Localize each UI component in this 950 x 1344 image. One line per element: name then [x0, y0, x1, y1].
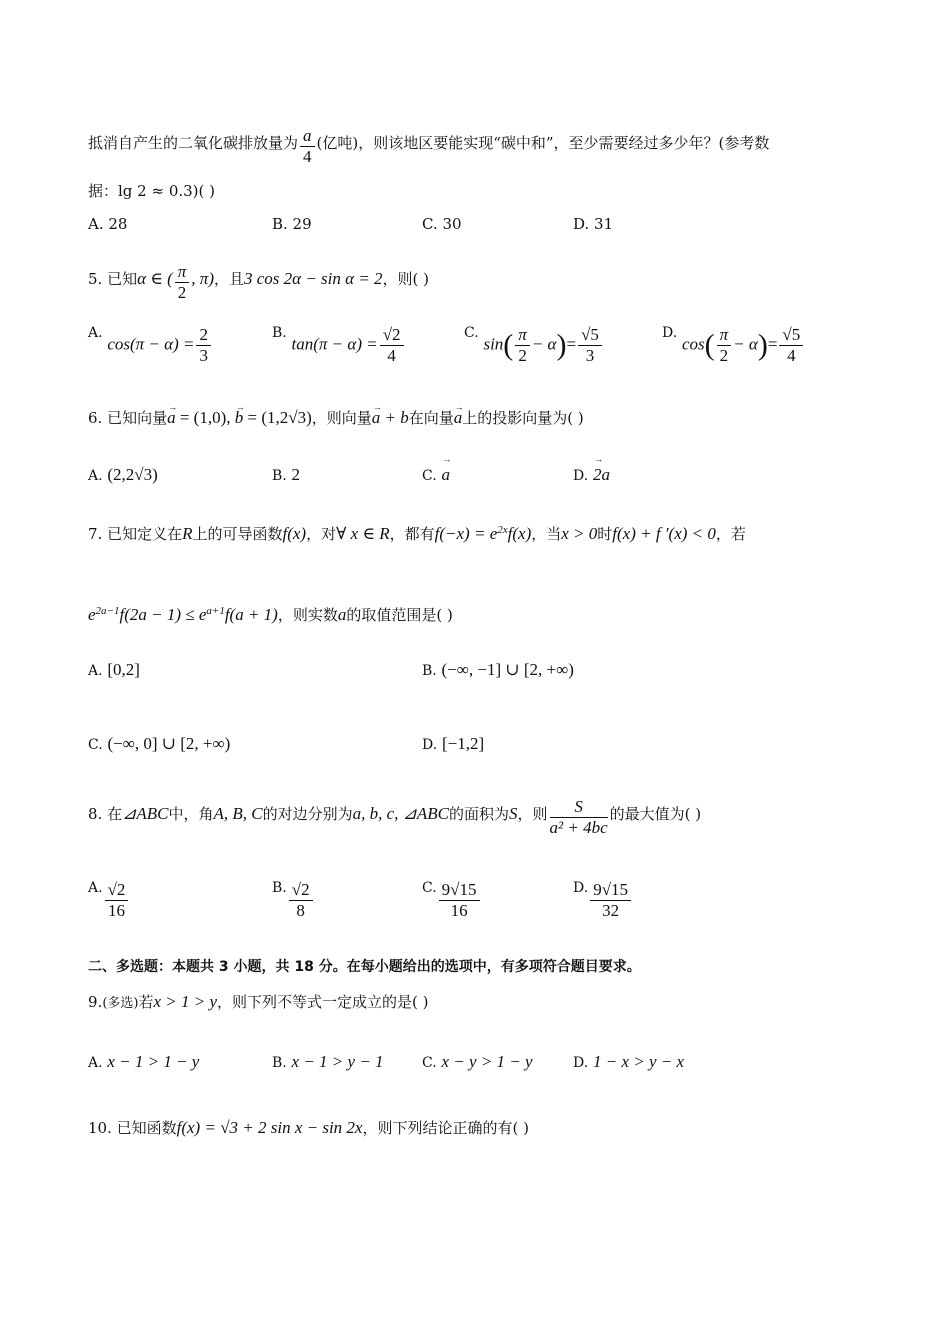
q4-option-d: [573, 215, 613, 233]
q5-option-d: D. cos( $\frac{\pi}{2}$ − α)= $\frac{√5}{4}$: [662, 325, 805, 366]
q6-option-c-label: C.: [422, 468, 437, 484]
q8-text-b: 中，角: [168, 805, 214, 823]
q8-option-b-den: 8: [296, 901, 305, 920]
q9-option-c-value: x − y > 1 − y: [441, 1052, 533, 1071]
q9-option-c: [422, 1052, 533, 1072]
q8-text-c: 的对边分别为: [262, 805, 353, 823]
q8-text-d: 的面积为: [449, 805, 510, 823]
q5-option-d-inner-den: 2: [719, 346, 729, 365]
q9-option-d-value: 1 − x > y − x: [592, 1052, 685, 1071]
q7-option-a-value: [0,2]: [107, 660, 140, 679]
q8-option-b-label: B.: [272, 880, 287, 896]
q7-line2-e1: e: [88, 605, 96, 624]
q7-text-a: 7. 已知定义在: [88, 525, 183, 543]
q7-option-c: [88, 734, 230, 754]
q7-line2-sup2: a+1: [206, 605, 225, 617]
q7-stem-line1: [88, 520, 746, 544]
q5-option-a-den: 3: [199, 346, 208, 365]
q9-text-a: 9.: [88, 993, 103, 1011]
q9-option-b: [272, 1052, 384, 1072]
q10-text-a: 10. 已知函数: [88, 1119, 177, 1137]
q6-option-d-value: → 2a: [593, 465, 610, 485]
q5-option-c-inner-num: π: [515, 325, 530, 346]
q6-text-a: 6. 已知向量: [88, 409, 168, 427]
q10-text-b: ，则下列结论正确的有( ): [362, 1119, 529, 1137]
q5-option-d-den: 4: [787, 346, 796, 365]
q9-option-d-label: D.: [573, 1055, 589, 1071]
q9-stem: [88, 992, 429, 1014]
q6-option-b-label: B.: [272, 468, 287, 484]
q6-vector-a-ref: → a: [454, 408, 463, 428]
q8-option-d-frac: [590, 880, 631, 921]
q5-option-c-inner: [515, 325, 530, 366]
q4-fraction: [300, 126, 315, 167]
q6-vector-sum: → a + b: [372, 408, 409, 428]
q7-eq1-tail: f(x): [507, 524, 532, 543]
q7-line2-mid: f(2a − 1) ≤ e: [119, 605, 207, 624]
q9-option-c-label: C.: [422, 1055, 437, 1071]
q8-text-e: ，则: [517, 805, 548, 823]
q7-eq1-sup: 2x: [497, 524, 508, 536]
q6-vector-b-value: = (1,2√3): [243, 408, 312, 427]
q5-option-c-func: sin: [483, 334, 504, 354]
q5-option-c: C. sin( $\frac{\pi}{2}$ − α)= $\frac{√5}{3}$: [464, 325, 604, 366]
q7-option-d: [422, 734, 484, 754]
q8-option-c-den: 16: [450, 901, 468, 920]
q5-option-a-num: 2: [196, 325, 211, 346]
q5-equation: 3 cos 2α − sin α = 2: [244, 269, 383, 288]
q5-alpha-range-open: α ∈ (: [137, 269, 173, 288]
q8-option-a-frac: [105, 880, 129, 921]
q5-option-d-func: cos: [681, 334, 705, 354]
q8-triangle: ⊿ABC: [122, 804, 169, 823]
q8-option-c: [422, 880, 482, 921]
q5-option-d-inner: [717, 325, 732, 366]
q4-option-b: [272, 215, 312, 233]
q7-stem-line2: [88, 601, 453, 625]
q8-text-a: 8. 在: [88, 805, 123, 823]
q5-option-d-label: D.: [662, 325, 678, 341]
q5-option-b-expr: tan(π − α) =: [291, 334, 378, 354]
q5-text-a: 5. 已知: [88, 270, 138, 288]
q5-option-b-num: √2: [380, 325, 404, 346]
q5-option-d-minus-alpha: − α: [733, 334, 758, 354]
q6-text-d: 上的投影向量为( ): [462, 409, 584, 427]
q5-option-a-frac: [196, 325, 211, 366]
q8-angles: A, B, C: [213, 804, 263, 823]
q7-option-a: [88, 660, 140, 680]
q6-option-a-value: (2,2√3): [107, 465, 158, 484]
q8-option-a-den: 16: [107, 901, 125, 920]
q5-option-b-frac: [380, 325, 404, 366]
q6-text-c: 在向量: [408, 409, 454, 427]
q4-option-c: [422, 215, 462, 233]
q5-option-d-eq: =: [767, 334, 778, 354]
q8-text-f: 的最大值为( ): [609, 805, 702, 823]
q4-text-a: 抵消自产生的二氧化碳排放量为: [88, 134, 299, 152]
q8-option-c-num: 9√15: [439, 880, 480, 901]
q5-option-b-label: B.: [272, 325, 287, 341]
q6-option-b: [272, 465, 300, 485]
q4-option-a-text: A. 28: [88, 215, 128, 233]
q10-function: f(x) = √3 + 2 sin x − sin 2x: [176, 1118, 363, 1137]
q5-option-c-minus-alpha: − α: [531, 334, 557, 354]
q9-option-b-value: x − 1 > y − 1: [291, 1052, 384, 1071]
q7-text-h: ，则实数: [277, 606, 338, 624]
q7-line2-sup1: 2a−1: [95, 605, 120, 617]
q7-option-c-label: C.: [88, 737, 103, 753]
q5-option-c-frac: [578, 325, 602, 366]
q8-sides: a, b, c, ⊿ABC: [352, 804, 449, 823]
q4-frac-den: 4: [303, 147, 312, 166]
q7-option-b: [422, 660, 574, 680]
q6-option-a: [88, 465, 158, 485]
q8-S: S: [509, 804, 518, 823]
q6-option-b-value: 2: [291, 465, 301, 484]
q4-option-b-text: B. 29: [272, 215, 312, 233]
q8-option-d-label: D.: [573, 880, 589, 896]
q8-fraction: [550, 797, 608, 838]
q8-option-d-den: 32: [602, 901, 620, 920]
q7-text-e: ，当: [531, 525, 562, 543]
q7-fx: f(x): [282, 524, 307, 543]
q7-option-a-label: A.: [88, 663, 103, 679]
q5-text-b: ，且: [213, 270, 244, 288]
q9-condition: x > 1 > y: [153, 992, 218, 1011]
q7-option-d-value: [−1,2]: [441, 734, 485, 753]
q7-text-b: 上的可导函数: [192, 525, 283, 543]
q9-text-b: 若: [138, 993, 154, 1011]
q8-option-b-frac: [289, 880, 313, 921]
q4-line2: [88, 181, 215, 201]
q8-option-a-num: √2: [105, 880, 129, 901]
q5-option-a-expr: cos(π − α) =: [107, 334, 195, 354]
q6-option-d: [573, 465, 610, 485]
q4-text-c: 据：lg 2 ≈ 0.3)( ): [88, 182, 215, 200]
q9-option-a-value: x − 1 > 1 − y: [107, 1052, 200, 1071]
q7-text-f: 时: [597, 525, 613, 543]
q6-option-c: [422, 465, 450, 485]
q6-option-d-label: D.: [573, 468, 589, 484]
q7-ineq: f(x) + f ′(x) < 0: [612, 524, 716, 543]
q5-option-c-num: √5: [578, 325, 602, 346]
q6-vector-a-value: = (1,0),: [175, 408, 235, 427]
q4-option-a: [88, 215, 127, 233]
q7-R: R: [182, 524, 193, 543]
q7-option-b-label: B.: [422, 663, 437, 679]
q8-option-a-label: A.: [88, 880, 103, 896]
q4-frac-num: a: [300, 126, 315, 147]
q4-text-b: (亿吨)，则该地区要能实现“碳中和”，至少需要经过多少年？(参考数: [316, 134, 770, 152]
q5-option-a: [88, 325, 213, 366]
q9-option-a: [88, 1052, 199, 1072]
q4-line1: [88, 126, 769, 167]
q7-cond: x > 0: [561, 524, 598, 543]
q5-pi-over-2: [175, 262, 190, 303]
q8-option-b: [272, 880, 315, 921]
q8-option-d: [573, 880, 633, 921]
q8-stem: [88, 797, 701, 838]
q5-text-c: ，则( ): [382, 270, 430, 288]
q7-text-d: ，都有: [389, 525, 435, 543]
q5-stem: [88, 262, 429, 303]
q6-option-c-value: → a: [441, 465, 450, 485]
q6-vector-b: → b: [235, 408, 244, 428]
q5-pi: π: [175, 262, 190, 283]
q5-alpha-range-close: , π): [191, 269, 214, 288]
q4-option-d-text: D. 31: [573, 215, 614, 233]
q6-vector-a: → a: [167, 408, 176, 428]
q9-multi-select-tag: (多选): [102, 996, 139, 1011]
q5-option-a-label: A.: [88, 325, 103, 341]
q5-option-c-eq: =: [566, 334, 577, 354]
q4-option-c-text: C. 30: [422, 215, 462, 233]
q8-frac-num: S: [550, 797, 608, 818]
q5-option-c-den: 3: [585, 346, 595, 365]
q10-stem: [88, 1118, 529, 1138]
q7-text-i: 的取值范围是( ): [346, 606, 453, 624]
q7-option-d-label: D.: [422, 737, 438, 753]
q8-option-c-frac: [439, 880, 480, 921]
q5-option-d-frac: [779, 325, 803, 366]
q7-option-b-value: (−∞, −1] ∪ [2, +∞): [441, 660, 574, 679]
q8-option-b-num: √2: [289, 880, 313, 901]
q5-two: 2: [177, 283, 187, 302]
q7-option-c-value: (−∞, 0] ∪ [2, +∞): [107, 734, 231, 753]
q5-option-b-den: 4: [387, 346, 396, 365]
q7-a-var: a: [337, 605, 347, 624]
q5-option-d-inner-num: π: [717, 325, 732, 346]
q6-text-b: ，则向量: [311, 409, 372, 427]
q5-option-b: [272, 325, 406, 366]
q6-option-a-label: A.: [88, 468, 103, 484]
q9-option-b-label: B.: [272, 1055, 287, 1071]
q9-option-d: [573, 1052, 684, 1072]
q6-stem: [88, 408, 584, 428]
q8-option-c-label: C.: [422, 880, 437, 896]
q8-frac-den: a² + 4bc: [549, 818, 608, 837]
q7-eq1: f(−x) = e: [434, 524, 498, 543]
q7-text-g: ，若: [715, 525, 746, 543]
q5-option-d-num: √5: [779, 325, 803, 346]
q5-option-c-inner-den: 2: [518, 346, 527, 365]
q8-option-a: [88, 880, 130, 921]
q9-option-a-label: A.: [88, 1055, 103, 1071]
q7-line2-tail: f(a + 1): [224, 605, 278, 624]
q9-text-c: ，则下列不等式一定成立的是( ): [217, 993, 429, 1011]
q8-option-d-num: 9√15: [590, 880, 631, 901]
section-2-title: 二、多选题：本题共 3 小题，共 18 分。在每小题给出的选项中，有多项符合题目要求。: [88, 959, 641, 975]
q7-forall: ∀ x ∈ R: [336, 524, 390, 543]
q5-option-c-label: C.: [464, 325, 479, 341]
q7-text-c: ，对: [306, 525, 337, 543]
